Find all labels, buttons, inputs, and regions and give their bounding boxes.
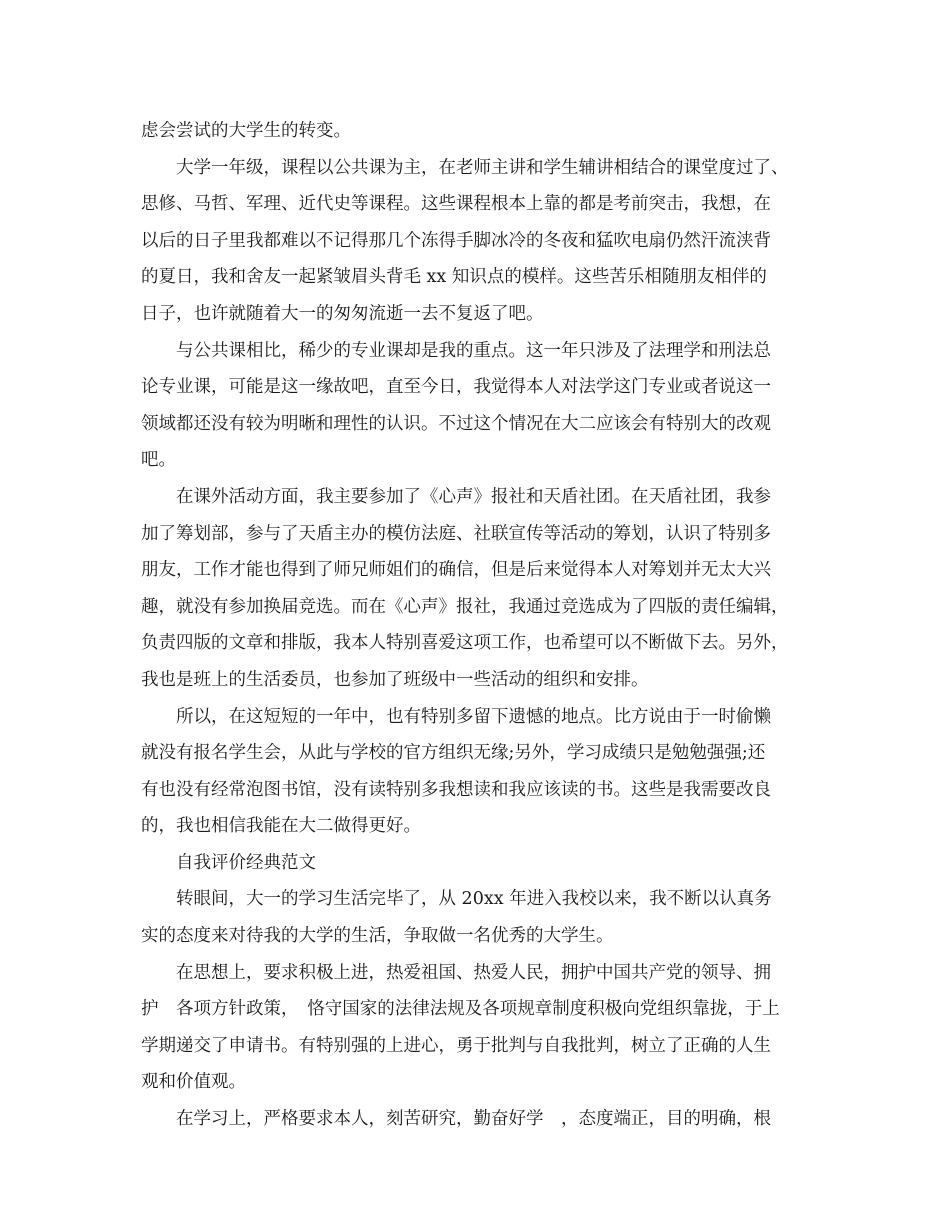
paragraph-6: 转眼间，大一的学习生活完毕了，从 20xx 年进入我校以来，我不断以认真务 实的态度来对待我的大学的生活，争取做一名优秀的大学生。 bbox=[141, 889, 772, 947]
paragraph-1: 虑会尝试的大学生的转变。 bbox=[141, 121, 351, 141]
paragraph-4: 在课外活动方面，我主要参加了《心声》报社和天盾社团。在天盾社团，我参 加了筹划部，参与了天盾主办的模仿法庭、社联宣传等活动的筹划，认识了特别多 朋友，工作才能也得到了师兄师姐们的确信，但是后来觉得本人对筹划并无太大兴 趣，就没有参加换届竞选。而在《心声》报社，我通过竞选成为了四版的责任编辑， 负责四版的文章和排版，我本人特别喜爱这项工作，也希望可以不断做下去。另外， 我也是班上的生活委员，也参加了班级中一些活动的组织和安排。 bbox=[141, 486, 789, 690]
paragraph-3: 与公共课相比，稀少的专业课却是我的重点。这一年只涉及了法理学和刑法总 论专业课，可能是这一缘故吧，直至今日，我觉得本人对法学这门专业或者说这一 领域都还没有较为明晰和理性的认识。不过这个情况在大二应该会有特别大的改观 吧。 bbox=[141, 340, 771, 471]
paragraph-2: 大学一年级，课程以公共课为主，在老师主讲和学生辅讲相结合的课堂度过了、 思修、马哲、军理、近代史等课程。这些课程根本上靠的都是考前突击，我想，在 以后的日子里我都难以不记得那几个冻得手脚冰冷的冬夜和猛吹电扇仍然汗流浃背 的夏日，我和舍友一起紧皱眉头背毛 xx 知识点的模样。这些苦乐相随朋友相伴的 日子，也许就随着大一的匆匆流逝一去不复返了吧。 bbox=[141, 157, 789, 324]
paragraph-5: 所以，在这短短的一年中，也有特别多留下遗憾的地点。比方说由于一时偷懒 就没有报名学生会，从此与学校的官方组织无缘;另外，学习成绩只是勉勉强强;还 有也没有经常泡图书馆，没有读特别多我想读和我应该读的书。这些是我需要改良 的，我也相信我能在大二做得更好。 bbox=[141, 706, 771, 837]
section-heading: 自我评价经典范文 bbox=[141, 852, 316, 873]
document-body bbox=[141, 113, 817, 1138]
paragraph-7: 在思想上，要求积极上进，热爱祖国、热爱人民，拥护中国共产党的领导、拥 护 各项方针政策， 恪守国家的法律法规及各项规章制度积极向党组织靠拢，于上 学期递交了申请书。有特别强的上进心，勇于批判与自我批判，树立了正确的人生 观和价值观。 bbox=[141, 962, 780, 1093]
paragraph-8: 在学习上，严格要求本人，刻苦研究，勤奋好学 ，态度端正，目的明确，根 bbox=[141, 1109, 771, 1130]
